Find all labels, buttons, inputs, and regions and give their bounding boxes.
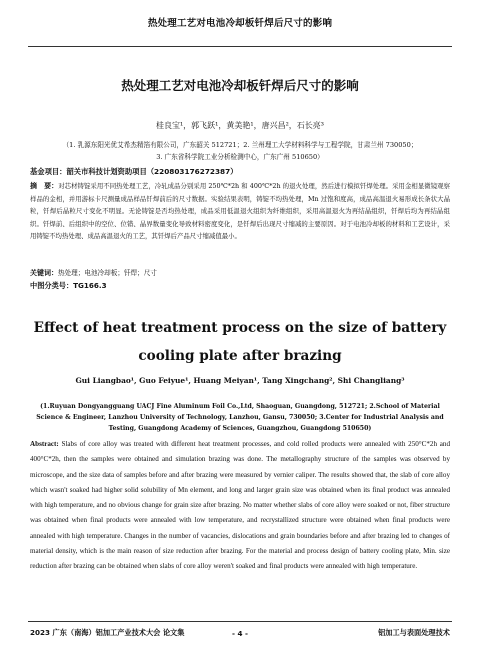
english-abstract-label: Abstract:	[30, 440, 59, 448]
chinese-keywords	[30, 267, 157, 278]
page-footer	[30, 625, 450, 641]
chinese-keywords-label: 关键词：	[30, 269, 58, 277]
chinese-abstract	[30, 180, 450, 243]
page-number: - 4 -	[232, 628, 248, 638]
chinese-affiliations	[30, 139, 450, 163]
chinese-abstract-label: 摘 要：	[30, 182, 59, 190]
english-abstract	[30, 437, 450, 575]
english-authors: Gui Liangbao¹, Guo Feiyue¹, Huang Meiyan¹, Tang Xingchang², Shi Changliang³	[75, 376, 405, 385]
chinese-abstract-text: 对芯材铸锭采用不同热处理工艺，冷轧成品分别采用 250℃*2h 和 400℃*2h 的退火处理，然后进行模拟钎焊处理。采用金相显微镜观察样品的金相，并用游标卡尺测量成品样品钎焊前后的尺寸数据。实验结果表明，铸锭不均热处理，Mn 过饱和度高，成品高温退火易形成长条状大晶粒，钎焊后晶粒尺寸变化不明显。无论铸锭是否均热处理，成品采用低温退火组织为纤维组织，采用高温退火为再结晶组织，钎焊后均为再结晶组织。钎焊前、后组织中的空位、位错、晶界数量变化导致材料密度变化，是钎焊后出现尺寸缩减的主要原因。对于电池冷却板的材料和工艺设计，采用铸锭不均热处理、成品高温退火的工艺，其钎焊后产品尺寸缩减值最小。	[30, 182, 451, 240]
english-abstract-text: Slabs of core alloy was treated with different heat treatment processes, and cold rolled products were annealed with 250°C*2h and 400°C*2h, then the samples were obtained and simulation brazing was done. The metallography structure of the samples was observed by microscope, and the size data of samples before and after brazing were measured by vernier caliper. The results showed that, the slab of core alloy which wasn't soaked had higher solid solubility of Mn element, and long and larger grain size was obtained when its final product was annealed with high temperature, and no obvious change for grain size after brazing. No matter whether slabs of core alloy were soaked or not, fiber structure was obtained when final products were annealed with low temperature, and recrystallized structure were obtained when final products were annealed with high temperature. Changes in the number of vacancies, dislocations and grain boundaries before and after brazing led to changes of material density, which is the main reason of size reduction after brazing. For the material and process design of battery cooling plate, Min. size reduction after brazing can be obtained when slabs of core alloy weren't soaked and final products were annealed with high temperature.	[30, 440, 450, 571]
chinese-authors: 桂良宝¹，郭飞跃¹，黄美艳¹，唐兴昌²，石长亮³	[155, 121, 325, 130]
classification-number: 中图分类号：TG166.3	[30, 281, 107, 290]
footer-rule	[28, 621, 452, 622]
footer-section: 铝加工与表面处理技术	[378, 628, 450, 637]
english-title: Effect of heat treatment process on the size of battery cooling plate after brazing	[33, 320, 447, 364]
english-affiliations: (1.Ruyuan Dongyangguang UACJ Fine Aluminum Foil Co.,Ltd, Shaoguan, Guangdong, 512721; 2.School of Material Science & Engineer, Lanzhou University of Technology, Lanzhou, Gansu, 730050; 3.Center for Industrial Analysis and Testing, Guangdong Academy of Sciences, Guangzhou, Guangdong 510650)	[36, 403, 444, 432]
chinese-title: 热处理工艺对电池冷却板钎焊后尺寸的影响	[121, 78, 359, 93]
chinese-keywords-text: 热处理；电池冷却板；钎焊；尺寸	[58, 269, 157, 277]
header-rule	[28, 46, 452, 47]
chinese-affiliation-line-1: （1. 乳源东阳光优艾希杰精箔有限公司，广东韶关 512721；2. 兰州理工大学材料科学与工程学院，甘肃兰州 730050；	[62, 141, 418, 149]
running-header: 热处理工艺对电池冷却板钎焊后尺寸的影响	[147, 18, 333, 29]
footer-proceedings: 2023 广东（南海）铝加工产业技术大会 论文集	[30, 628, 185, 637]
fund-statement: 基金项目：韶关市科技计划资助项目（220803176272387）	[30, 167, 238, 176]
chinese-affiliation-line-2: 3. 广东省科学院工业分析检测中心，广东广州 510650）	[156, 153, 324, 161]
